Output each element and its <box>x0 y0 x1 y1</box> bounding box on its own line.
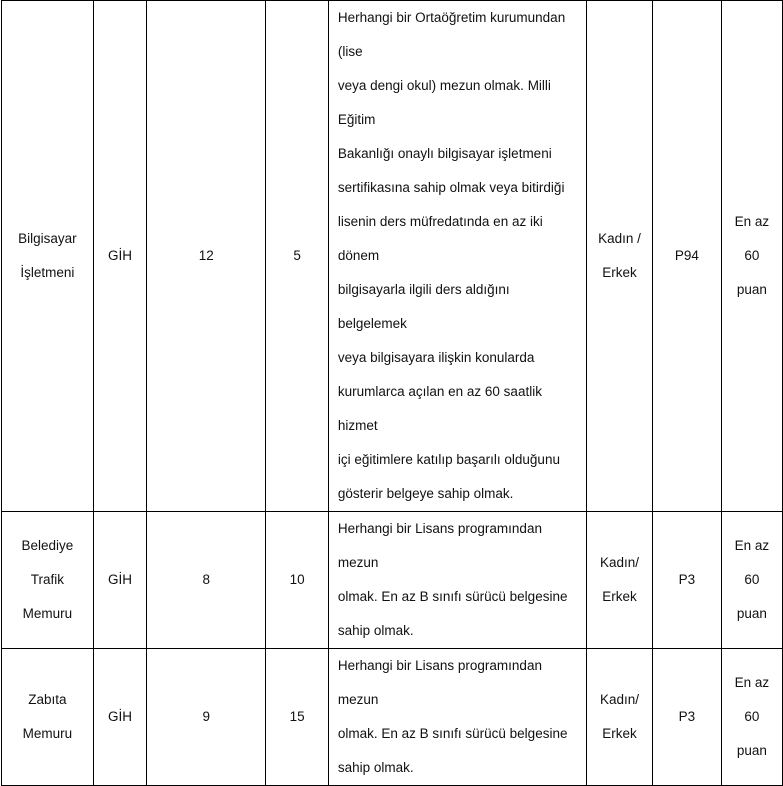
score-type-cell: P3 <box>652 649 721 786</box>
requirement-line: içi eğitimlere katılıp başarılı olduğunu <box>337 452 560 467</box>
min-score-line: puan <box>736 282 767 297</box>
requirement-line: Herhangi bir Lisans programından mezun <box>337 658 542 707</box>
class-cell: GİH <box>93 512 146 649</box>
count-cell: 15 <box>266 649 328 786</box>
position-cell <box>2 1 94 512</box>
gender-cell <box>587 1 653 512</box>
min-score-line: En az <box>734 538 770 553</box>
requirement-line: olmak. En az B sınıfı sürücü belgesine <box>337 589 568 604</box>
requirement-cell <box>328 1 586 512</box>
position-line: Bilgisayar <box>18 231 77 246</box>
min-score-line: En az <box>734 675 770 690</box>
min-score-cell <box>721 649 782 786</box>
score-type-cell: P3 <box>652 512 721 649</box>
table-row <box>2 512 783 649</box>
gender-line: Erkek <box>602 726 637 741</box>
requirement-line: kurumlarca açılan en az 60 saatlik hizmet <box>337 384 542 433</box>
gender-line: Kadın / <box>598 231 641 246</box>
requirement-line: Bakanlığı onaylı bilgisayar işletmeni <box>337 146 552 161</box>
min-score-line: puan <box>736 606 767 621</box>
requirement-cell <box>328 649 586 786</box>
class-cell: GİH <box>93 1 146 512</box>
requirement-line: veya bilgisayara ilişkin konularda <box>337 350 535 365</box>
count-cell: 9 <box>147 649 266 786</box>
gender-cell <box>587 649 653 786</box>
min-score-line: 60 <box>744 709 760 724</box>
requirement-line: lisenin ders müfredatında en az iki dönem <box>337 214 543 263</box>
min-score-line: En az <box>734 214 770 229</box>
requirement-line: Herhangi bir Lisans programından mezun <box>337 521 542 570</box>
position-cell <box>2 512 94 649</box>
requirement-line: sertifikasına sahip olmak veya bitirdiği <box>337 180 565 195</box>
position-line: Memuru <box>22 726 73 741</box>
requirement-line: sahip olmak. <box>337 760 414 775</box>
count-cell: 10 <box>266 512 328 649</box>
score-type-cell: P94 <box>652 1 721 512</box>
table-row <box>2 1 783 512</box>
position-line: Belediye <box>21 538 74 553</box>
min-score-line: 60 <box>744 248 760 263</box>
position-cell <box>2 649 94 786</box>
requirement-cell <box>328 512 586 649</box>
requirement-line: gösterir belgeye sahip olmak. <box>337 486 514 501</box>
requirement-line: olmak. En az B sınıfı sürücü belgesine <box>337 726 568 741</box>
gender-line: Kadın/ <box>600 692 640 707</box>
count-cell: 8 <box>147 512 266 649</box>
requirement-line: veya dengi okul) mezun olmak. Milli Eğitim <box>337 78 551 127</box>
requirement-line: Herhangi bir Ortaöğretim kurumundan (lise <box>337 10 566 59</box>
position-line: Zabıta <box>28 692 67 707</box>
gender-line: Kadın/ <box>600 555 640 570</box>
min-score-line: 60 <box>744 572 760 587</box>
gender-line: Erkek <box>602 265 637 280</box>
class-cell: GİH <box>93 649 146 786</box>
gender-line: Erkek <box>602 589 637 604</box>
min-score-cell <box>721 512 782 649</box>
min-score-cell <box>721 1 782 512</box>
position-line: Trafik <box>30 572 64 587</box>
requirement-line: sahip olmak. <box>337 623 414 638</box>
position-line: Memuru <box>22 606 73 621</box>
table-row <box>2 649 783 786</box>
count-cell: 5 <box>266 1 328 512</box>
position-line: İşletmeni <box>20 265 75 280</box>
count-cell: 12 <box>147 1 266 512</box>
positions-table <box>1 0 783 786</box>
gender-cell <box>587 512 653 649</box>
requirement-line: bilgisayarla ilgili ders aldığını belgelemek <box>337 282 510 331</box>
min-score-line: puan <box>736 743 767 758</box>
